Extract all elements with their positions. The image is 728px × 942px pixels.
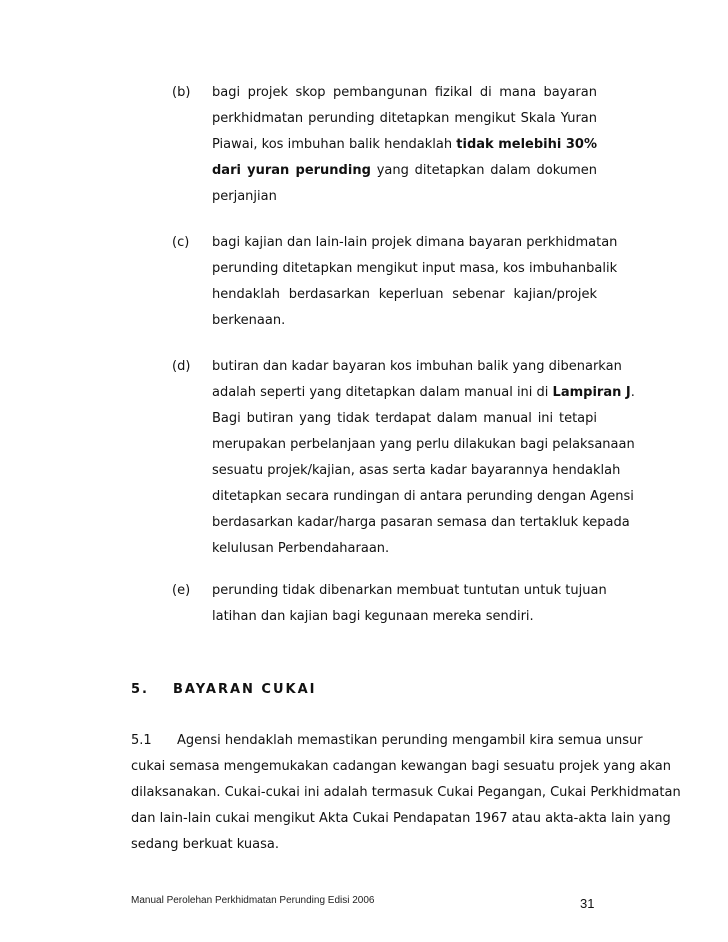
section-title: BAYARAN CUKAI bbox=[173, 682, 317, 697]
paragraph-line bbox=[131, 731, 643, 751]
item-label: (e) bbox=[172, 583, 191, 598]
section-heading bbox=[131, 682, 317, 697]
section-number: 5. bbox=[131, 682, 149, 697]
item-line bbox=[212, 161, 597, 181]
item-line: butiran dan kadar bayaran kos imbuhan balik yang dibenarkan bbox=[212, 359, 622, 374]
item-line: sesuatu projek/kajian, asas serta kadar bayarannya hendaklah bbox=[212, 463, 621, 478]
item-line: merupakan perbelanjaan yang perlu dilakukan bagi pelaksanaan bbox=[212, 437, 635, 452]
item-line bbox=[212, 383, 635, 403]
item-line bbox=[212, 135, 597, 155]
page-number: 31 bbox=[580, 896, 595, 911]
paragraph-line: cukai semasa mengemukakan cadangan kewangan bagi sesuatu projek yang akan bbox=[131, 759, 672, 774]
paragraph-line: dilaksanakan. Cukai-cukai ini adalah termasuk Cukai Pegangan, Cukai Perkhidmatan bbox=[131, 785, 681, 800]
bold-text: dari yuran perunding bbox=[212, 163, 371, 178]
line-text: Agensi hendaklah memastikan perunding mengambil kira semua unsur bbox=[177, 733, 643, 748]
bold-text: tidak melebihi 30% bbox=[456, 137, 598, 152]
paragraph-number: 5.1 bbox=[131, 733, 152, 748]
item-line: berdasarkan kadar/harga pasaran semasa dan tertakluk kepada bbox=[212, 515, 630, 530]
item-label: (b) bbox=[172, 85, 191, 100]
item-line: bagi kajian dan lain-lain projek dimana bayaran perkhidmatan bbox=[212, 235, 618, 250]
item-label: (d) bbox=[172, 359, 191, 374]
item-line: ditetapkan secara rundingan di antara perunding dengan Agensi bbox=[212, 489, 634, 504]
item-line: kelulusan Perbendaharaan. bbox=[212, 541, 390, 556]
bold-text: Lampiran J bbox=[552, 385, 631, 400]
item-line: perkhidmatan perunding ditetapkan mengikut Skala Yuran bbox=[212, 111, 597, 126]
item-line: bagi projek skop pembangunan fizikal di mana bayaran bbox=[212, 85, 597, 100]
item-line: hendaklah berdasarkan keperluan sebenar kajian/projek bbox=[212, 287, 597, 302]
item-label: (c) bbox=[172, 235, 190, 250]
line-text: . bbox=[630, 385, 635, 400]
line-text: adalah seperti yang ditetapkan dalam manual ini di bbox=[212, 385, 553, 400]
line-text: yang ditetapkan dalam dokumen bbox=[370, 163, 597, 178]
footer-text: Manual Perolehan Perkhidmatan Perunding Edisi 2006 bbox=[131, 895, 375, 906]
paragraph-line: dan lain-lain cukai mengikut Akta Cukai Pendapatan 1967 atau akta-akta lain yang bbox=[131, 811, 671, 826]
item-line: perunding ditetapkan mengikut input masa, kos imbuhanbalik bbox=[212, 261, 618, 276]
item-line: latihan dan kajian bagi kegunaan mereka sendiri. bbox=[212, 609, 534, 624]
item-line: perjanjian bbox=[212, 189, 277, 204]
line-text: Piawai, kos imbuhan balik hendaklah bbox=[212, 137, 457, 152]
item-line: perunding tidak dibenarkan membuat tuntutan untuk tujuan bbox=[212, 583, 607, 598]
item-line: berkenaan. bbox=[212, 313, 286, 328]
item-line: Bagi butiran yang tidak terdapat dalam manual ini tetapi bbox=[212, 411, 597, 426]
paragraph-line: sedang berkuat kuasa. bbox=[131, 837, 279, 852]
